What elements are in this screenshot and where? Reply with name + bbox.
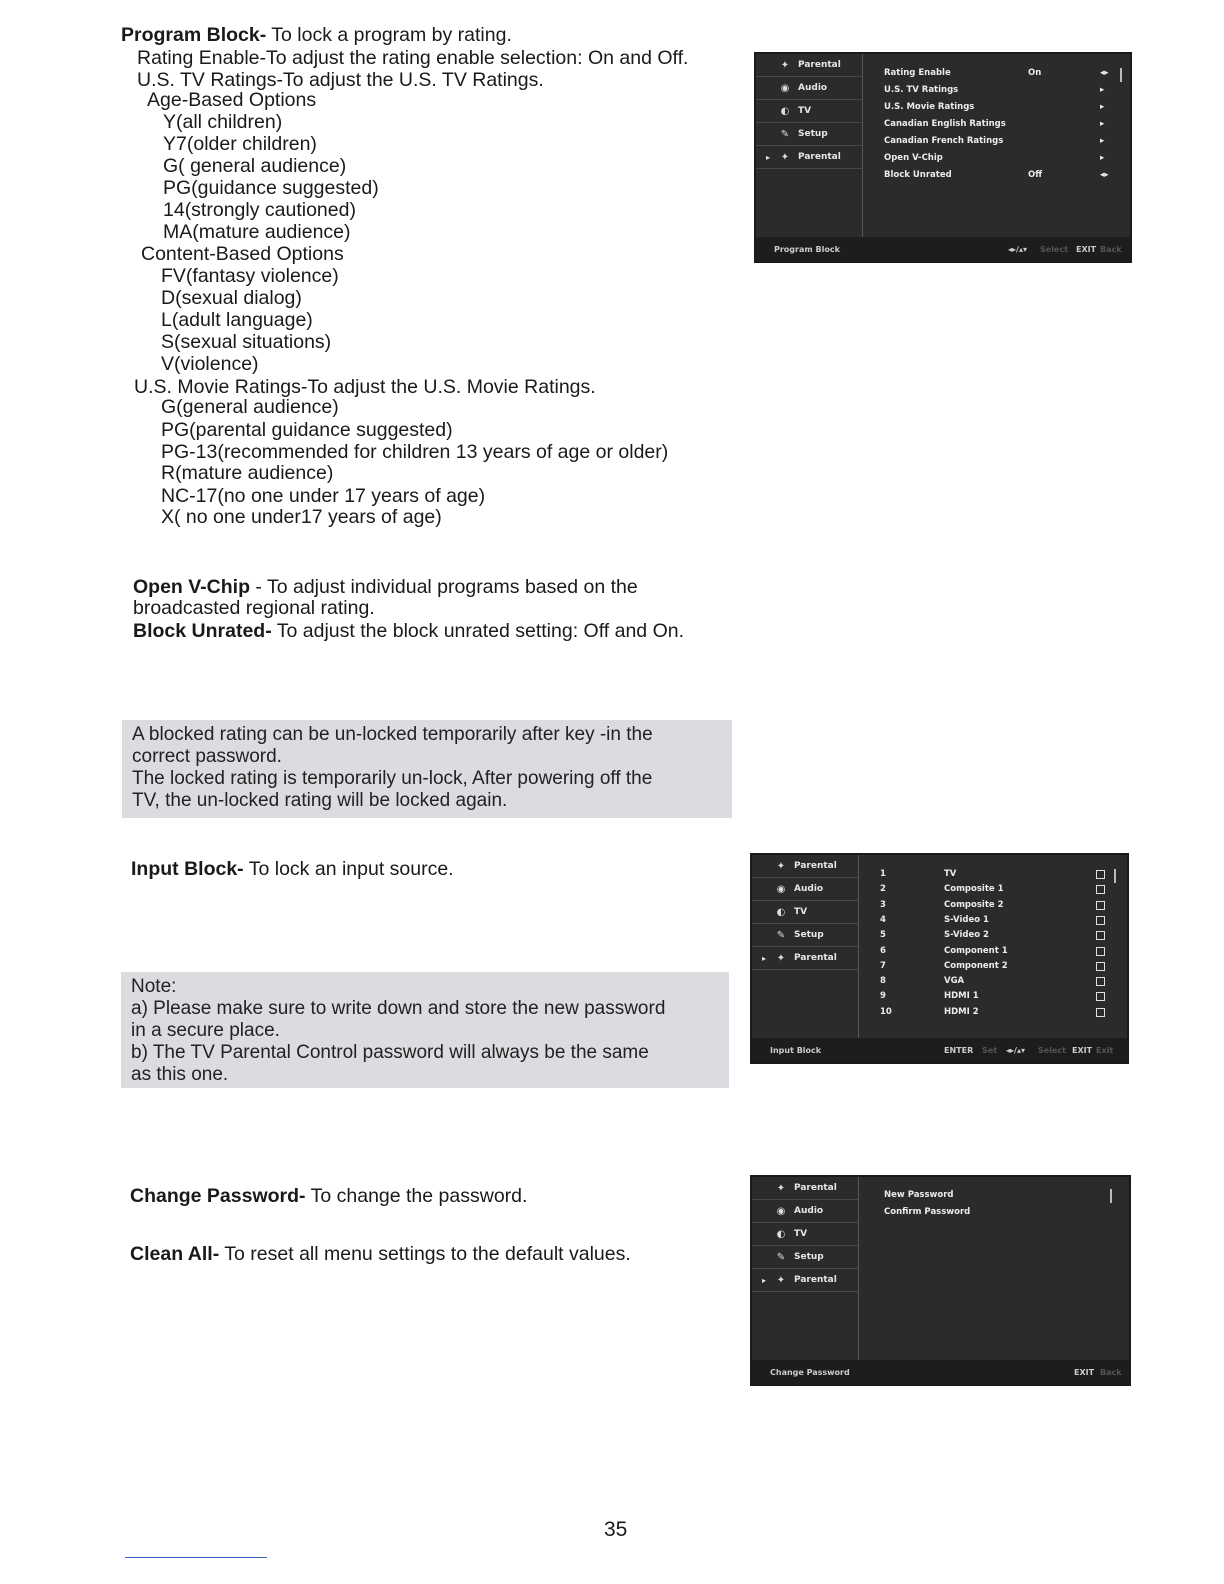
open-vchip-desc: - To adjust individual programs based on the	[250, 576, 638, 598]
nav-arrow-icon[interactable]: ▸	[1100, 136, 1105, 146]
speaker-icon: ◉	[776, 883, 786, 895]
text-line: Y7(older children)	[163, 133, 317, 155]
osd-footer	[752, 1360, 1129, 1384]
clean-all-term: Clean All-	[130, 1243, 220, 1265]
text-line: 14(strongly cautioned)	[163, 199, 356, 221]
selected-arrow-icon: ▸	[762, 1275, 767, 1285]
scrollbar[interactable]	[1120, 68, 1122, 82]
menu-item-parental[interactable]: ✦ Parental	[756, 54, 862, 77]
page-number: 35	[604, 1518, 628, 1541]
confirm-password-field[interactable]: Confirm Password	[884, 1207, 971, 1217]
nav-arrow-icon[interactable]: ◂▸	[1100, 170, 1109, 180]
setting-label[interactable]: Canadian French Ratings	[884, 136, 1004, 146]
input-block-term: Input Block-	[131, 858, 244, 880]
input-block-checkbox[interactable]	[1096, 962, 1105, 971]
block-unrated-line	[133, 620, 684, 642]
input-block-checkbox[interactable]	[1096, 931, 1105, 940]
exit-key-hint: EXIT	[1072, 1046, 1093, 1055]
input-source-label: TV	[944, 869, 957, 879]
osd-sidebar	[756, 54, 863, 237]
program-block-term: Program Block-	[121, 24, 267, 46]
selected-arrow-icon: ▸	[762, 953, 767, 963]
input-number: 6	[880, 945, 886, 956]
text-line: V(violence)	[161, 353, 259, 375]
select-hint: Select	[1040, 245, 1068, 254]
footer-title: Input Block	[770, 1046, 822, 1055]
footer-title: Program Block	[774, 245, 840, 254]
clean-all-desc: To reset all menu settings to the default values.	[219, 1243, 631, 1265]
wrench-icon: ✎	[780, 128, 790, 140]
selected-arrow-icon: ▸	[766, 152, 771, 162]
program-block-desc: To lock a program by rating.	[266, 24, 512, 46]
menu-item-parental-selected[interactable]: ▸ ✦ Parental	[752, 947, 858, 970]
clean-all-line	[130, 1243, 631, 1265]
lock-icon: ✦	[780, 151, 790, 163]
text-line: NC-17(no one under 17 years of age)	[161, 485, 486, 507]
input-source-label: Component 2	[944, 960, 1008, 971]
input-block-checkbox[interactable]	[1096, 947, 1105, 956]
input-source-label: HDMI 1	[944, 991, 979, 1002]
menu-item-audio[interactable]: ◉ Audio	[752, 878, 858, 901]
menu-item-setup[interactable]: ✎ Setup	[756, 123, 862, 146]
menu-item-tv[interactable]: ◐ TV	[752, 901, 858, 924]
menu-item-tv[interactable]: ◐ TV	[752, 1223, 858, 1246]
password-note	[121, 972, 729, 1088]
select-hint: Select	[1038, 1046, 1066, 1055]
tv-icon: ◐	[776, 1228, 786, 1240]
setting-label[interactable]: U.S. TV Ratings	[884, 85, 959, 95]
change-password-desc: To change the password.	[305, 1185, 528, 1207]
input-block-checkbox[interactable]	[1096, 992, 1105, 1001]
input-number: 8	[880, 976, 886, 987]
input-block-checkbox[interactable]	[1096, 885, 1105, 894]
tv-icon: ◐	[776, 906, 786, 918]
open-vchip-term: Open V-Chip	[133, 576, 250, 598]
osd-footer	[752, 1038, 1127, 1062]
menu-item-parental[interactable]: ✦ Parental	[752, 1177, 858, 1200]
input-source-label: HDMI 2	[944, 1006, 979, 1017]
exit-hint: Exit	[1096, 1046, 1114, 1055]
note-line: The locked rating is temporarily un-lock, After powering off the	[132, 768, 653, 789]
osd-sidebar	[752, 1177, 859, 1360]
text-line: X( no one under17 years of age)	[161, 506, 442, 528]
lock-icon: ✦	[776, 952, 786, 964]
lock-icon: ✦	[780, 59, 790, 71]
setting-label[interactable]: U.S. Movie Ratings	[884, 102, 975, 112]
lock-icon: ✦	[776, 1182, 786, 1194]
text-line: L(adult language)	[161, 309, 313, 331]
text-line: MA(mature audience)	[163, 221, 351, 243]
nav-arrow-icon[interactable]: ▸	[1100, 119, 1105, 129]
text-line: D(sexual dialog)	[161, 287, 302, 309]
scrollbar[interactable]	[1114, 869, 1116, 883]
setting-label[interactable]: Block Unrated	[884, 170, 952, 180]
input-block-checkbox[interactable]	[1096, 901, 1105, 910]
text-line: broadcasted regional rating.	[133, 597, 375, 619]
input-number: 10	[880, 1006, 892, 1017]
text-line: G(general audience)	[161, 396, 339, 418]
text-line: Y(all children)	[163, 111, 283, 133]
osd-sidebar	[752, 855, 859, 1038]
text-line: FV(fantasy violence)	[161, 265, 339, 287]
input-block-checkbox[interactable]	[1096, 1008, 1105, 1017]
setting-value: Off	[1028, 170, 1043, 180]
osd-footer	[756, 237, 1130, 261]
input-source-label: VGA	[944, 976, 965, 987]
text-line: U.S. TV Ratings-To adjust the U.S. TV Ratings.	[137, 69, 544, 91]
set-hint: Set	[982, 1046, 998, 1055]
note-line: correct password.	[132, 746, 282, 767]
setting-label[interactable]: Open V-Chip	[884, 153, 943, 163]
text-line: Content-Based Options	[141, 243, 344, 265]
text-line: G( general audience)	[163, 155, 347, 177]
setting-value: On	[1028, 68, 1042, 78]
footer-title: Change Password	[770, 1368, 850, 1377]
text-line: S(sexual situations)	[161, 331, 332, 353]
input-number: 3	[880, 899, 886, 910]
wrench-icon: ✎	[776, 1251, 786, 1263]
menu-item-setup[interactable]: ✎ Setup	[752, 924, 858, 947]
input-number: 1	[880, 869, 886, 879]
note-line: A blocked rating can be un-locked temporarily after key -in the	[132, 724, 653, 745]
nav-keys-hint: ◂▸/▴▾	[1006, 1046, 1025, 1055]
input-block-screen	[750, 853, 1129, 1064]
text-line: Rating Enable-To adjust the rating enable selection: On and Off.	[137, 47, 689, 69]
menu-item-parental-selected[interactable]: ▸ ✦ Parental	[752, 1269, 858, 1292]
footer-rule	[125, 1557, 267, 1558]
input-block-checkbox[interactable]	[1096, 870, 1105, 879]
note-line: TV, the un-locked rating will be locked again.	[132, 790, 508, 811]
note-line: as this one.	[131, 1064, 229, 1085]
speaker-icon: ◉	[780, 82, 790, 94]
nav-arrow-icon[interactable]: ▸	[1100, 153, 1105, 163]
input-source-label: S-Video 2	[944, 930, 989, 941]
note-line: in a secure place.	[131, 1020, 280, 1041]
nav-keys-hint: ◂▸/▴▾	[1008, 245, 1027, 254]
input-block-desc: To lock an input source.	[243, 858, 454, 880]
lock-icon: ✦	[776, 860, 786, 872]
wrench-icon: ✎	[776, 929, 786, 941]
exit-key-hint: EXIT	[1074, 1368, 1095, 1377]
change-password-term: Change Password-	[130, 1185, 306, 1207]
text-line: PG-13(recommended for children 13 years of age or older)	[161, 441, 669, 463]
nav-arrow-icon[interactable]: ▸	[1100, 85, 1105, 95]
menu-item-tv[interactable]: ◐ TV	[756, 100, 862, 123]
new-password-field[interactable]: New Password	[884, 1190, 954, 1200]
menu-item-audio[interactable]: ◉ Audio	[756, 77, 862, 100]
setting-label[interactable]: Canadian English Ratings	[884, 119, 1006, 129]
input-source-label: Composite 2	[944, 899, 1004, 910]
setting-label[interactable]: Rating Enable	[884, 68, 951, 78]
text-line: R(mature audience)	[161, 462, 334, 484]
note-line: b) The TV Parental Control password will always be the same	[131, 1042, 649, 1063]
text-line: PG(parental guidance suggested)	[161, 419, 453, 441]
tv-icon: ◐	[780, 105, 790, 117]
input-number: 7	[880, 960, 886, 971]
input-block-line	[131, 858, 454, 880]
note-line: Note:	[131, 976, 177, 997]
scrollbar[interactable]	[1110, 1189, 1112, 1203]
change-password-line	[130, 1185, 527, 1207]
change-password-screen	[750, 1175, 1131, 1386]
text-line: PG(guidance suggested)	[163, 177, 379, 199]
program-block-screen	[754, 52, 1132, 263]
back-hint: Back	[1100, 1368, 1122, 1377]
input-number: 4	[880, 914, 886, 925]
menu-item-setup[interactable]: ✎ Setup	[752, 1246, 858, 1269]
program-block-line	[121, 24, 512, 46]
input-block-checkbox[interactable]	[1096, 977, 1105, 986]
input-number: 2	[880, 884, 886, 895]
input-source-label: Composite 1	[944, 884, 1004, 895]
menu-item-audio[interactable]: ◉ Audio	[752, 1200, 858, 1223]
text-line: U.S. Movie Ratings-To adjust the U.S. Movie Ratings.	[134, 376, 596, 398]
block-unrated-desc: To adjust the block unrated setting: Off and On.	[271, 620, 684, 642]
input-source-label: S-Video 1	[944, 914, 989, 925]
locked-rating-note	[122, 720, 732, 818]
input-source-label: Component 1	[944, 945, 1008, 956]
input-number: 5	[880, 930, 886, 941]
block-unrated-term: Block Unrated-	[133, 620, 272, 642]
back-hint: Back	[1100, 245, 1122, 254]
open-vchip-line	[133, 576, 638, 598]
text-line: Age-Based Options	[147, 89, 317, 111]
menu-item-parental[interactable]: ✦ Parental	[752, 855, 858, 878]
input-block-checkbox[interactable]	[1096, 916, 1105, 925]
nav-arrow-icon[interactable]: ◂▸	[1100, 68, 1109, 78]
enter-key-hint: ENTER	[944, 1046, 974, 1055]
lock-icon: ✦	[776, 1274, 786, 1286]
speaker-icon: ◉	[776, 1205, 786, 1217]
input-number: 9	[880, 991, 886, 1002]
exit-key-hint: EXIT	[1076, 245, 1097, 254]
note-line: a) Please make sure to write down and store the new password	[131, 998, 666, 1019]
menu-item-parental-selected[interactable]: ▸ ✦ Parental	[756, 146, 862, 169]
nav-arrow-icon[interactable]: ▸	[1100, 102, 1105, 112]
